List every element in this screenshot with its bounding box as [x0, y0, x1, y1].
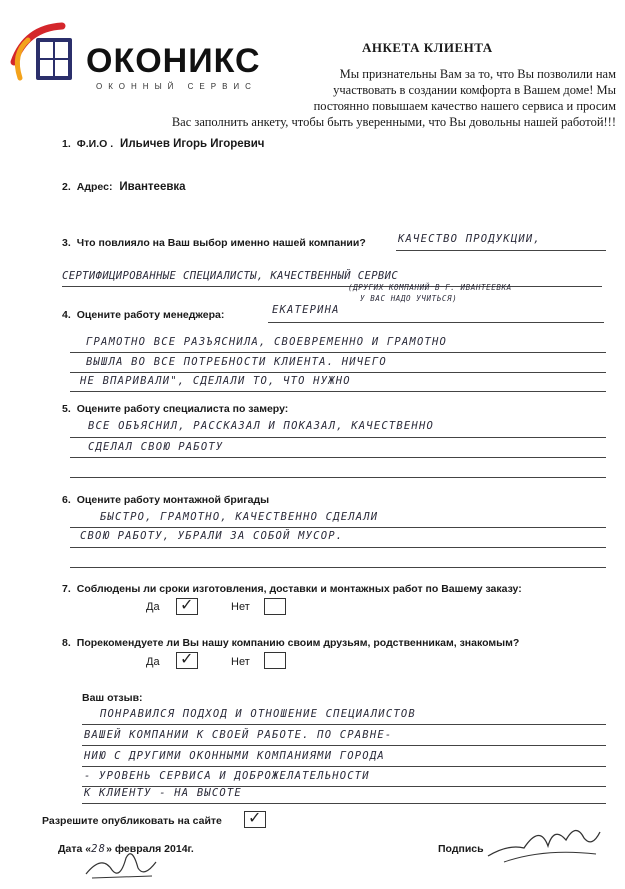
answer-line [70, 352, 606, 353]
checkmark-icon: ✓ [180, 595, 194, 614]
intro-paragraph [76, 66, 616, 130]
intro-line: Мы признательны Вам за то, что Вы позволили нам [339, 67, 616, 81]
question-label: Оцените работу монтажной бригады [76, 494, 270, 506]
answer-line [70, 391, 606, 392]
intro-line: Вас заполнить анкету, чтобы быть уверенными, что Вы довольны нашей работой!!! [171, 115, 616, 129]
address-value: Ивантеевка [119, 181, 186, 193]
answer-line [70, 547, 606, 548]
review-line: НИЮ С ДРУГИМИ ОКОННЫМИ КОМПАНИЯМИ ГОРОДА [84, 750, 385, 762]
question-7 [62, 583, 522, 595]
review-label: Ваш отзыв: [82, 692, 143, 704]
question-label: Соблюдены ли сроки изготовления, доставки и монтажных работ по Вашему заказу: [76, 583, 522, 595]
no-label: Нет [231, 601, 250, 613]
q8-no-checkbox[interactable] [264, 652, 286, 669]
question-label: Порекомендуете ли Вы нашу компанию своим друзьям, родственникам, знакомым? [76, 637, 520, 649]
checkmark-icon: ✓ [248, 808, 262, 827]
question-3 [62, 237, 366, 249]
q7-yes-checkbox[interactable] [176, 595, 198, 615]
intro-line: постоянно повышаем качество нашего сервиса и просим [313, 99, 616, 113]
form-title: АНКЕТА КЛИЕНТА [362, 40, 493, 55]
publish-permission-label: Разрешите опубликовать на сайте [42, 815, 222, 827]
answer-line [70, 437, 606, 438]
customer-signature [484, 818, 604, 868]
question-8 [62, 637, 519, 649]
handwritten-answer: БЫСТРО, ГРАМОТНО, КАЧЕСТВЕННО СДЕЛАЛИ [100, 511, 379, 523]
handwritten-answer: ВЫШЛА ВО ВСЕ ПОТРЕБНОСТИ КЛИЕНТА. НИЧЕГО [86, 356, 387, 368]
handwritten-answer: СВОЮ РАБОТУ, УБРАЛИ ЗА СОБОЙ МУСОР. [80, 530, 344, 542]
question-2 [62, 181, 186, 193]
question-label: Оцените работу специалиста по замеру: [76, 403, 289, 415]
answer-line [70, 527, 606, 528]
answer-line [82, 766, 606, 767]
q8-yes-checkbox[interactable] [176, 649, 198, 669]
date-suffix: » февраля 2014г. [106, 843, 194, 855]
question-number: 5. [62, 403, 71, 415]
answer-line [70, 457, 606, 458]
handwritten-answer: СЕРТИФИЦИРОВАННЫЕ СПЕЦИАЛИСТЫ, КАЧЕСТВЕННЫЙ СЕРВИС [62, 270, 399, 282]
question-1 [62, 138, 264, 150]
yes-label: Да [146, 601, 160, 613]
date-prefix: Дата « [58, 843, 92, 855]
question-label: Что повлияло на Ваш выбор именно нашей компании? [76, 237, 366, 249]
review-line: К КЛИЕНТУ - НА ВЫСОТЕ [84, 787, 242, 799]
handwritten-answer: НЕ ВПАРИВАЛИ", СДЕЛАЛИ ТО, ЧТО НУЖНО [80, 375, 351, 387]
review-line: ПОНРАВИЛСЯ ПОДХОД И ОТНОШЕНИЕ СПЕЦИАЛИСТОВ [100, 708, 416, 720]
checkmark-icon: ✓ [180, 649, 194, 668]
answer-line [70, 567, 606, 568]
answer-line [82, 803, 606, 804]
question-5 [62, 403, 288, 415]
question-number: 8. [62, 637, 71, 649]
question-number: 6. [62, 494, 71, 506]
handwritten-note: (ДРУГИХ КОМПАНИЙ В Г. ИВАНТЕЕВКА [348, 283, 512, 292]
answer-line [268, 322, 604, 323]
intro-line: участвовать в создании комфорта в Вашем доме! Мы [333, 83, 616, 97]
q7-no-checkbox[interactable] [264, 598, 286, 615]
question-number: 1. [62, 138, 71, 150]
review-line: ВАШЕЙ КОМПАНИИ К СВОЕЙ РАБОТЕ. ПО СРАВНЕ- [84, 729, 393, 741]
question-number: 7. [62, 583, 71, 595]
answer-line [396, 250, 606, 251]
manager-name: ЕКАТЕРИНА [272, 304, 340, 316]
question-number: 4. [62, 309, 71, 321]
handwritten-answer: СДЕЛАЛ СВОЮ РАБОТУ [88, 441, 224, 453]
handwritten-answer: ВСЕ ОБЪЯСНИЛ, РАССКАЗАЛ И ПОКАЗАЛ, КАЧЕСТВЕННО [88, 420, 434, 432]
answer-line [70, 477, 606, 478]
question-label: Оцените работу менеджера: [76, 309, 225, 321]
logo-wordmark: ОКОНИКС [86, 42, 261, 80]
date-signature-scribble [82, 844, 162, 884]
answer-line [82, 745, 606, 746]
handwritten-answer: ГРАМОТНО ВСЕ РАЗЪЯСНИЛА, СВОЕВРЕМЕННО И ГРАМОТНО [86, 336, 448, 348]
review-line: - УРОВЕНЬ СЕРВИСА И ДОБРОЖЕЛАТЕЛЬНОСТИ [84, 770, 370, 782]
question-number: 3. [62, 237, 71, 249]
logo-subtitle: ОКОННЫЙ СЕРВИС [96, 82, 257, 91]
answer-line [70, 372, 606, 373]
handwritten-answer: КАЧЕСТВО ПРОДУКЦИИ, [398, 233, 541, 245]
question-number: 2. [62, 181, 71, 193]
question-4 [62, 309, 224, 321]
date-day: 28 [91, 843, 107, 855]
question-label: Ф.И.О . [76, 138, 114, 150]
answer-line [82, 724, 606, 725]
handwritten-note: У ВАС НАДО УЧИТЬСЯ) [360, 294, 458, 303]
publish-checkbox[interactable] [244, 808, 266, 828]
full-name-value: Ильичев Игорь Игоревич [120, 138, 265, 150]
signature-label: Подпись [438, 843, 484, 855]
answer-line [62, 286, 602, 287]
question-label: Адрес: [76, 181, 113, 193]
question-6 [62, 494, 269, 506]
no-label: Нет [231, 656, 250, 668]
yes-label: Да [146, 656, 160, 668]
